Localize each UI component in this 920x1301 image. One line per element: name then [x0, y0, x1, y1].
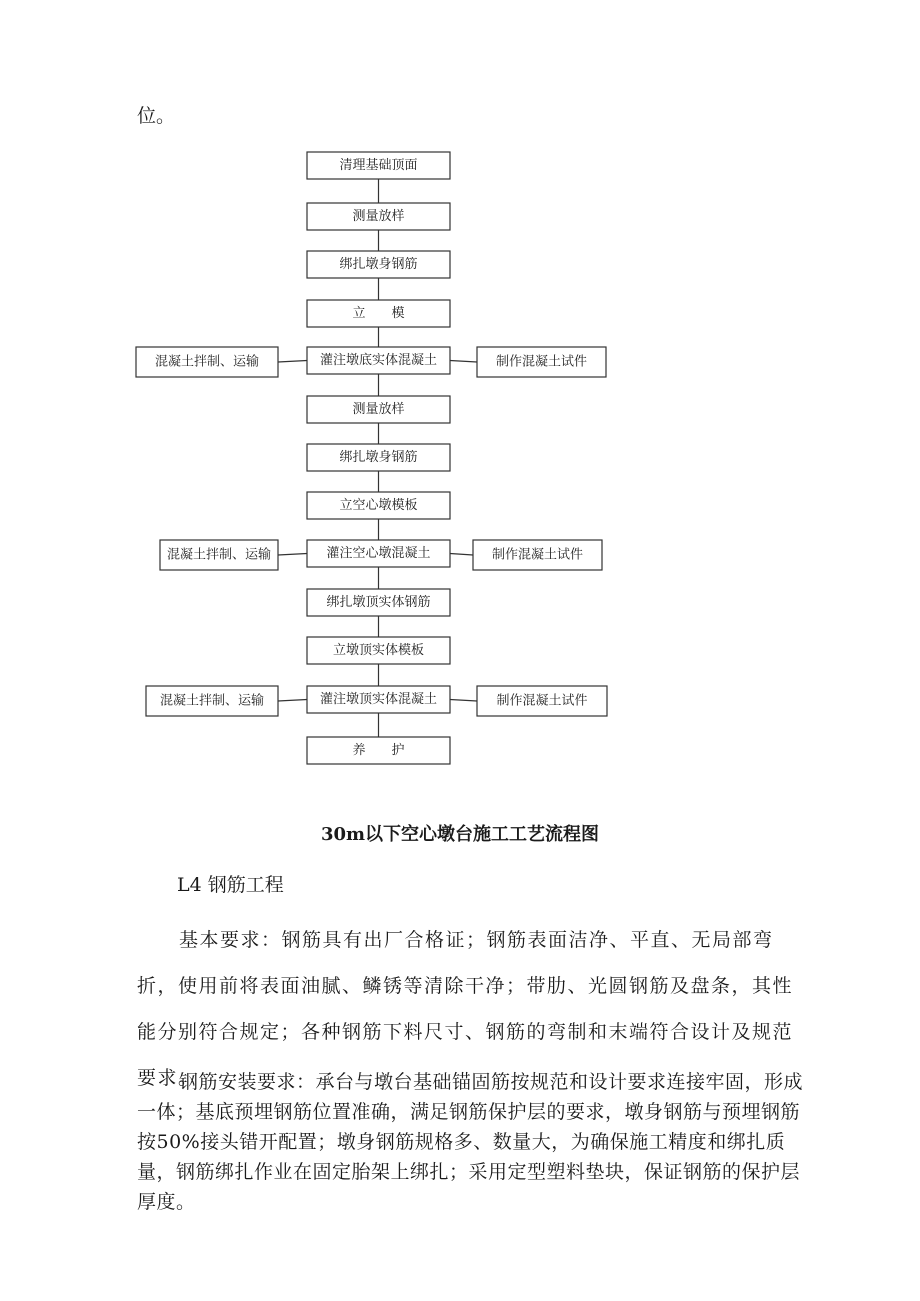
side-connector [450, 361, 477, 363]
side-label-mixing: 混凝土拌制、运输 [154, 354, 260, 370]
flow-step-label: 立空心墩模板 [339, 498, 418, 513]
side-label-mixing: 混凝土拌制、运输 [166, 547, 272, 563]
side-connector [278, 361, 307, 363]
flow-step-label: 养 护 [352, 743, 405, 758]
side-connector [278, 554, 307, 556]
side-label-specimen: 制作混凝土试件 [491, 547, 584, 563]
flow-step-label: 绑扎墩顶实体钢筋 [326, 595, 431, 610]
flow-step-label: 测量放样 [352, 402, 405, 417]
side-label-specimen: 制作混凝土试件 [495, 354, 588, 370]
continued-text: 位。 [137, 105, 176, 127]
section-title: L4 钢筋工程 [177, 874, 284, 896]
figure-caption: 30m以下空心墩台施工工艺流程图 [320, 824, 600, 845]
flow-step-label: 灌注墩底实体混凝土 [319, 353, 438, 368]
paragraph-basic-requirements: 基本要求：钢筋具有出厂合格证；钢筋表面洁净、平直、无局部弯折，使用前将表面油腻、鳞锈等清除干净；带肋、光圆钢筋及盘条，其性能分别符合规定；各种钢筋下料尺寸、钢筋的弯制和末端符合设计及规范要求。 [137, 929, 794, 1089]
side-connector [450, 554, 473, 556]
side-label-specimen: 制作混凝土试件 [496, 693, 588, 709]
flow-step-label: 灌注墩顶实体混凝土 [319, 692, 438, 707]
flow-step-label: 立 模 [352, 306, 405, 321]
side-connector [278, 700, 307, 702]
flow-step-label: 绑扎墩身钢筋 [339, 257, 418, 272]
paragraph-installation-requirements: 钢筋安装要求：承台与墩台基础锚固筋按规范和设计要求连接牢固，形成一体；基底预埋钢筋位置准确，满足钢筋保护层的要求，墩身钢筋与预埋钢筋按50%接头错开配置；墩身钢筋规格多、数量大，为确保施工精度和绑扎质量，钢筋绑扎作业在固定胎架上绑扎；采用定型塑料垫块，保证钢筋的保护层厚度。 [137, 1071, 804, 1213]
side-label-mixing: 混凝土拌制、运输 [159, 693, 265, 709]
flow-step-label: 灌注空心墩混凝土 [326, 546, 431, 561]
flow-step-label: 绑扎墩身钢筋 [339, 450, 418, 465]
flow-step-label: 立墩顶实体模板 [332, 643, 425, 658]
flow-step-label: 清理基础顶面 [339, 158, 418, 173]
flow-step-label: 测量放样 [352, 209, 405, 224]
side-connector [450, 700, 477, 702]
